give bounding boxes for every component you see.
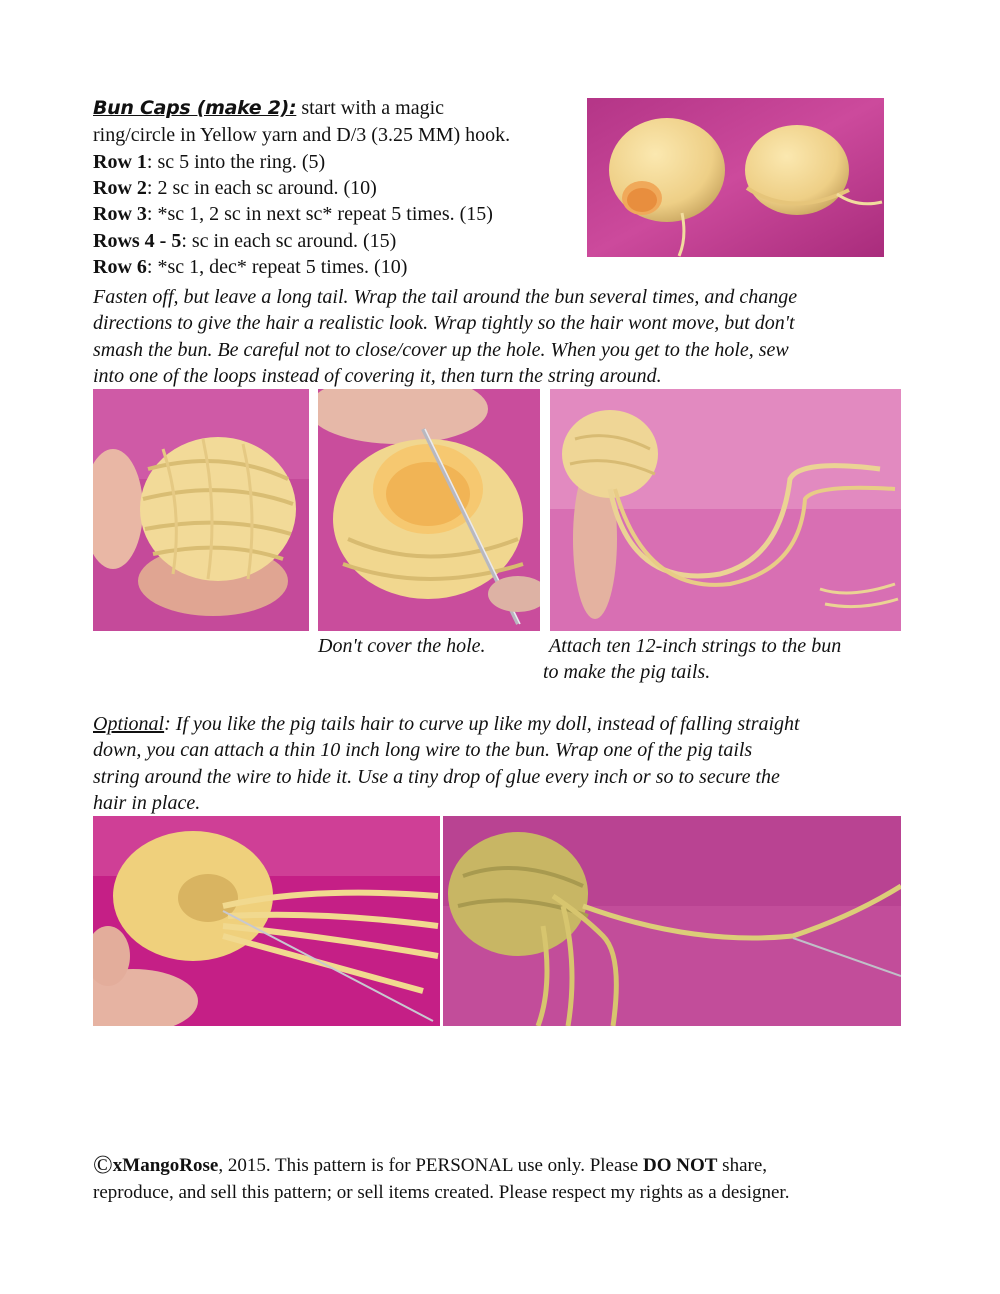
needle-hole-photo [318,389,540,631]
row-text: : sc 5 into the ring. (5) [146,151,326,173]
wrapped-wire-photo [443,816,901,1026]
row-label: Row 6 [93,256,147,278]
optional-line-2: down, you can attach a thin 10 inch long wire to the bun. Wrap one of the pig tails [93,739,753,761]
instruction-line-4: into one of the loops instead of covering it, then turn the string around. [93,365,662,387]
optional-line-3: string around the wire to hide it. Use a tiny drop of glue every inch or so to secure the [93,766,780,788]
row-label: Rows 4 - 5 [93,230,182,252]
copyright-author: xMangoRose [112,1155,219,1176]
row-text: : sc in each sc around. (15) [181,230,397,252]
caption-attach-line-2: to make the pig tails. [543,661,711,683]
row-1 [93,149,325,175]
row-3 [93,201,493,227]
row-label: Row 1 [93,151,147,173]
two-bun-caps-photo [587,98,884,257]
copyright-symbol: © [93,1150,113,1179]
copyright-emphasis: DO NOT [642,1155,718,1176]
row-text: : *sc 1, 2 sc in next sc* repeat 5 times. (15) [146,203,493,225]
pigtail-strings-photo [550,389,901,631]
optional-label: Optional [93,713,165,735]
row-label: Row 2 [93,177,147,199]
caption-attach-line-1: Attach ten 12-inch strings to the bun [549,635,842,657]
row-text: : 2 sc in each sc around. (10) [146,177,377,199]
row-label: Row 3 [93,203,147,225]
optional-text-1: : If you like the pig tails hair to curve up like my doll, instead of falling straight [164,713,800,735]
copyright-line-1 [93,1151,767,1179]
intro-line-1 [93,95,444,121]
row-6 [93,254,407,280]
intro-text-1: start with a magic [296,97,445,119]
copyright-text-2: share, [717,1155,768,1176]
row-text: : *sc 1, dec* repeat 5 times. (10) [146,256,408,278]
instruction-line-3: smash the bun. Be careful not to close/cover up the hole. When you get to the hole, sew [93,339,789,361]
row-4-5 [93,228,396,254]
instruction-line-1: Fasten off, but leave a long tail. Wrap the tail around the bun several times, and change [93,286,798,308]
row-2 [93,175,377,201]
instruction-line-2: directions to give the hair a realistic look. Wrap tightly so the hair wont move, but don't [93,312,795,334]
caption-hole: Don't cover the hole. [318,635,486,657]
wrapped-bun-photo [93,389,309,631]
intro-line-2: ring/circle in Yellow yarn and D/3 (3.25 MM) hook. [93,124,511,146]
copyright-text-1: , 2015. This pattern is for PERSONAL use only. Please [218,1155,643,1176]
optional-line-1 [93,711,800,737]
wire-attach-photo [93,816,440,1026]
optional-line-4: hair in place. [93,792,201,814]
copyright-line-2: reproduce, and sell this pattern; or sell items created. Please respect my rights as a designer. [93,1182,790,1203]
section-title: Bun Caps (make 2): [93,97,297,119]
